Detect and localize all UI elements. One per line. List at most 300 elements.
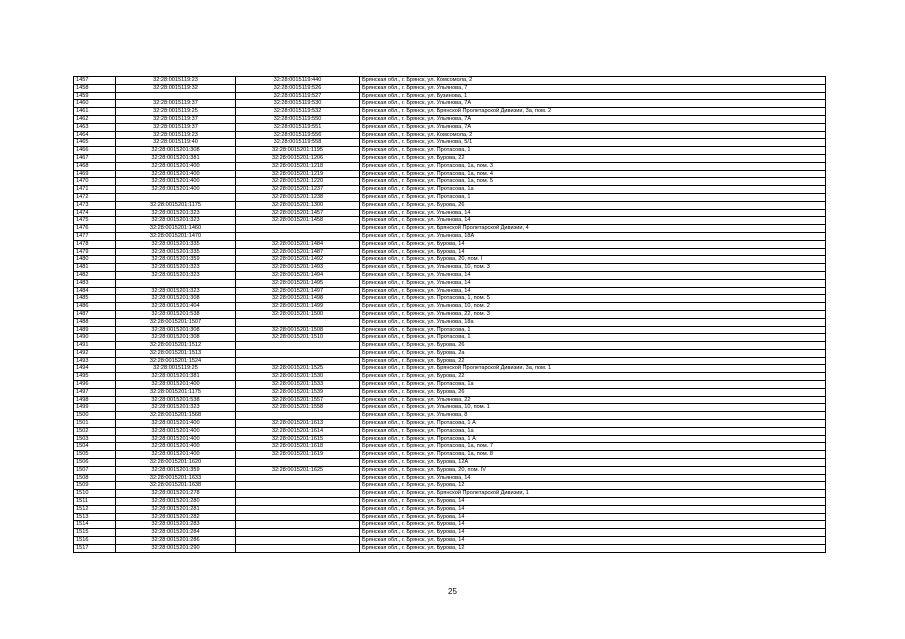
address-cell: Брянская обл., г. Брянск, ул. Протасова, 1а, пом. 3	[360, 162, 826, 170]
row-number-cell: 1517	[74, 544, 116, 552]
address-cell: Брянская обл., г. Брянск, ул. Ульянова, 10, пом. 2	[360, 303, 826, 311]
address-cell: Брянская обл., г. Брянск, ул. Протасова, 1а, пом. 7	[360, 443, 826, 451]
parcel-number-cell: 32:28:0015201:381	[116, 154, 236, 162]
row-number-cell: 1496	[74, 381, 116, 389]
row-number-cell: 1505	[74, 451, 116, 459]
object-number-cell: 32:28:0015119:526	[236, 84, 360, 92]
object-number-cell: 32:28:0015201:1533	[236, 381, 360, 389]
object-number-cell	[236, 459, 360, 467]
table-row	[74, 466, 826, 474]
object-number-cell: 32:28:0015201:1498	[236, 295, 360, 303]
row-number-cell: 1503	[74, 435, 116, 443]
parcel-number-cell: 32:28:0015119:25	[116, 365, 236, 373]
object-number-cell: 32:28:0015201:1495	[236, 279, 360, 287]
parcel-number-cell: 32:28:0015201:282	[116, 513, 236, 521]
object-number-cell	[236, 498, 360, 506]
row-number-cell: 1489	[74, 326, 116, 334]
table-row	[74, 186, 826, 194]
object-number-cell: 32:28:0015201:1206	[236, 154, 360, 162]
address-cell: Брянская обл., г. Брянск, ул. Бурова, 22	[360, 154, 826, 162]
table-row	[74, 388, 826, 396]
object-number-cell: 32:28:0015201:1497	[236, 287, 360, 295]
row-number-cell: 1502	[74, 427, 116, 435]
object-number-cell: 32:28:0015119:551	[236, 123, 360, 131]
object-number-cell: 32:28:0015119:530	[236, 100, 360, 108]
parcel-number-cell: 32:28:0015201:323	[116, 287, 236, 295]
parcel-number-cell: 32:28:0015201:538	[116, 310, 236, 318]
row-number-cell: 1464	[74, 131, 116, 139]
parcel-number-cell: 32:28:0015119:37	[116, 123, 236, 131]
table-row	[74, 193, 826, 201]
parcel-number-cell: 32:28:0015201:400	[116, 178, 236, 186]
address-cell: Брянская обл., г. Брянск, ул. Брянской Пролетарской Дивизии, 1	[360, 490, 826, 498]
row-number-cell: 1495	[74, 373, 116, 381]
table-row	[74, 505, 826, 513]
row-number-cell: 1482	[74, 271, 116, 279]
parcel-number-cell: 32:28:0015201:1507	[116, 318, 236, 326]
address-cell: Брянская обл., г. Брянск, ул. Ульянова, 18А	[360, 232, 826, 240]
table-row	[74, 232, 826, 240]
object-number-cell	[236, 521, 360, 529]
table-row	[74, 513, 826, 521]
parcel-number-cell: 32:28:0015201:538	[116, 396, 236, 404]
parcel-number-cell: 32:28:0015201:400	[116, 427, 236, 435]
object-number-cell: 32:28:0015201:1218	[236, 162, 360, 170]
table-row	[74, 334, 826, 342]
row-number-cell: 1509	[74, 482, 116, 490]
row-number-cell: 1463	[74, 123, 116, 131]
object-number-cell: 32:28:0015201:1530	[236, 373, 360, 381]
address-cell: Брянская обл., г. Брянск, ул. Ульянова, 14	[360, 209, 826, 217]
object-number-cell: 32:28:0015201:1499	[236, 303, 360, 311]
object-number-cell: 32:28:0015201:1558	[236, 404, 360, 412]
row-number-cell: 1513	[74, 513, 116, 521]
table-row	[74, 100, 826, 108]
table-row	[74, 287, 826, 295]
parcel-number-cell: 32:28:0015119:32	[116, 84, 236, 92]
parcel-number-cell: 32:28:0015201:1633	[116, 474, 236, 482]
object-number-cell: 32:28:0015119:532	[236, 108, 360, 116]
address-cell: Брянская обл., г. Брянск, ул. Бурова, 14	[360, 240, 826, 248]
table-row	[74, 256, 826, 264]
address-cell: Брянская обл., г. Брянск, ул. Ульянова, 10, пом. 3	[360, 264, 826, 272]
address-cell: Брянская обл., г. Брянск, ул. Протасова, 1	[360, 147, 826, 155]
object-number-cell: 32:28:0015201:1613	[236, 420, 360, 428]
row-number-cell: 1479	[74, 248, 116, 256]
table-row	[74, 427, 826, 435]
table-row	[74, 303, 826, 311]
object-number-cell	[236, 474, 360, 482]
row-number-cell: 1460	[74, 100, 116, 108]
address-cell: Брянская обл., г. Брянск, ул. Ульянова, 22	[360, 396, 826, 404]
table-row	[74, 326, 826, 334]
address-cell: Брянская обл., г. Брянск, ул. Ульянова, 10, пом. 1	[360, 404, 826, 412]
object-number-cell: 32:28:0015201:1238	[236, 193, 360, 201]
address-cell: Брянская обл., г. Брянск, ул. Ульянова, 14	[360, 279, 826, 287]
table-row	[74, 381, 826, 389]
row-number-cell: 1494	[74, 365, 116, 373]
table-row	[74, 420, 826, 428]
address-cell: Брянская обл., г. Брянск, ул. Бурова, 14	[360, 529, 826, 537]
parcel-number-cell: 32:28:0015201:278	[116, 490, 236, 498]
table-row	[74, 435, 826, 443]
address-cell: Брянская обл., г. Брянск, ул. Бурова, 12	[360, 482, 826, 490]
row-number-cell: 1511	[74, 498, 116, 506]
row-number-cell: 1492	[74, 349, 116, 357]
table-row	[74, 139, 826, 147]
row-number-cell: 1506	[74, 459, 116, 467]
address-cell: Брянская обл., г. Брянск, ул. Бурова, 14	[360, 248, 826, 256]
object-number-cell: 32:28:0015119:440	[236, 77, 360, 85]
address-cell: Брянская обл., г. Брянск, ул. Бурова, 26	[360, 342, 826, 350]
row-number-cell: 1507	[74, 466, 116, 474]
address-cell: Брянская обл., г. Брянск, ул. Комсомола, 2	[360, 131, 826, 139]
table-row	[74, 529, 826, 537]
object-number-cell: 32:28:0015119:556	[236, 131, 360, 139]
parcel-number-cell: 32:28:0015119:23	[116, 77, 236, 85]
address-cell: Брянская обл., г. Брянск, ул. Бурова, 20, пом. I	[360, 256, 826, 264]
parcel-number-cell: 32:28:0015201:323	[116, 209, 236, 217]
table-row	[74, 490, 826, 498]
table-row	[74, 170, 826, 178]
row-number-cell: 1467	[74, 154, 116, 162]
table-row	[74, 349, 826, 357]
parcel-number-cell: 32:28:0015201:400	[116, 420, 236, 428]
parcel-number-cell: 32:28:0015201:335	[116, 240, 236, 248]
row-number-cell: 1457	[74, 77, 116, 85]
address-cell: Брянская обл., г. Брянск, ул. Бурова, 2а	[360, 349, 826, 357]
address-cell: Брянская обл., г. Брянск, ул. Брянской Пролетарской Дивизии, 4	[360, 225, 826, 233]
object-number-cell	[236, 318, 360, 326]
object-number-cell: 32:28:0015119:558	[236, 139, 360, 147]
row-number-cell: 1470	[74, 178, 116, 186]
parcel-number-cell: 32:28:0015201:404	[116, 303, 236, 311]
parcel-number-cell: 32:28:0015201:359	[116, 466, 236, 474]
address-cell: Брянская обл., г. Брянск, ул. Бурова, 14	[360, 513, 826, 521]
row-number-cell: 1461	[74, 108, 116, 116]
row-number-cell: 1468	[74, 162, 116, 170]
address-cell: Брянская обл., г. Брянск, ул. Протасова, 1 А	[360, 420, 826, 428]
table-row	[74, 443, 826, 451]
table-row	[74, 217, 826, 225]
address-cell: Брянская обл., г. Брянск, ул. Ульянова, 7А	[360, 115, 826, 123]
row-number-cell: 1469	[74, 170, 116, 178]
address-cell: Брянская обл., г. Брянск, ул. Протасова, 1	[360, 193, 826, 201]
parcel-number-cell: 32:28:0015201:400	[116, 443, 236, 451]
address-cell: Брянская обл., г. Брянск, ул. Бурова, 14	[360, 505, 826, 513]
parcel-number-cell	[116, 92, 236, 100]
address-cell: Брянская обл., г. Брянск, ул. Протасова, 1, пом. 5	[360, 295, 826, 303]
parcel-number-cell: 32:28:0015201:308	[116, 295, 236, 303]
object-number-cell	[236, 513, 360, 521]
object-number-cell	[236, 225, 360, 233]
object-number-cell	[236, 232, 360, 240]
address-cell: Брянская обл., г. Брянск, ул. Протасова, 1а, пом. 4	[360, 170, 826, 178]
address-cell: Брянская обл., г. Брянск, ул. Протасова, 1	[360, 334, 826, 342]
address-cell: Брянская обл., г. Брянск, ул. Бурова, 14	[360, 521, 826, 529]
address-cell: Брянская обл., г. Брянск, ул. Ульянова, 14	[360, 287, 826, 295]
row-number-cell: 1484	[74, 287, 116, 295]
row-number-cell: 1481	[74, 264, 116, 272]
parcel-number-cell: 32:28:0015201:284	[116, 529, 236, 537]
object-number-cell	[236, 529, 360, 537]
address-cell: Брянская обл., г. Брянск, ул. Протасова, 1а	[360, 427, 826, 435]
table-row	[74, 474, 826, 482]
address-cell: Брянская обл., г. Брянск, ул. Бурова, 12А	[360, 459, 826, 467]
object-number-cell	[236, 412, 360, 420]
parcel-number-cell: 32:28:0015201:335	[116, 248, 236, 256]
parcel-number-cell: 32:28:0015201:359	[116, 256, 236, 264]
parcel-number-cell: 32:28:0015201:1460	[116, 225, 236, 233]
address-cell: Брянская обл., г. Брянск, ул. Бузинова, 1	[360, 92, 826, 100]
row-number-cell: 1491	[74, 342, 116, 350]
table-row	[74, 482, 826, 490]
row-number-cell: 1471	[74, 186, 116, 194]
address-cell: Брянская обл., г. Брянск, ул. Бурова, 14	[360, 498, 826, 506]
row-number-cell: 1480	[74, 256, 116, 264]
row-number-cell: 1458	[74, 84, 116, 92]
row-number-cell: 1477	[74, 232, 116, 240]
parcel-number-cell: 32:28:0015201:323	[116, 264, 236, 272]
table-row	[74, 154, 826, 162]
object-number-cell: 32:28:0015201:1237	[236, 186, 360, 194]
object-number-cell: 32:28:0015201:1508	[236, 326, 360, 334]
table-row	[74, 209, 826, 217]
object-number-cell: 32:28:0015119:527	[236, 92, 360, 100]
address-cell: Брянская обл., г. Брянск, ул. Ульянова, 8	[360, 412, 826, 420]
object-number-cell: 32:28:0015201:1458	[236, 217, 360, 225]
table-row	[74, 498, 826, 506]
row-number-cell: 1488	[74, 318, 116, 326]
table-row	[74, 248, 826, 256]
row-number-cell: 1459	[74, 92, 116, 100]
table-row	[74, 147, 826, 155]
table-row	[74, 178, 826, 186]
row-number-cell: 1486	[74, 303, 116, 311]
parcel-number-cell: 32:28:0015119:23	[116, 131, 236, 139]
address-cell: Брянская обл., г. Брянск, ул. Бурова, 22	[360, 373, 826, 381]
table-row	[74, 342, 826, 350]
parcel-number-cell: 32:28:0015119:37	[116, 115, 236, 123]
parcel-number-cell: 32:28:0015201:323	[116, 404, 236, 412]
table-row	[74, 264, 826, 272]
address-cell: Брянская обл., г. Брянск, ул. Протасова, 1	[360, 326, 826, 334]
row-number-cell: 1478	[74, 240, 116, 248]
object-number-cell	[236, 490, 360, 498]
parcel-number-cell: 32:28:0015201:381	[116, 373, 236, 381]
parcel-number-cell: 32:28:0015201:1524	[116, 357, 236, 365]
address-cell: Брянская обл., г. Брянск, ул. Бурова, 26	[360, 388, 826, 396]
row-number-cell: 1483	[74, 279, 116, 287]
object-number-cell: 32:28:0015201:1557	[236, 396, 360, 404]
address-cell: Брянская обл., г. Брянск, ул. Ульянова, 18а	[360, 318, 826, 326]
parcel-number-cell: 32:28:0015201:1175	[116, 201, 236, 209]
parcel-number-cell: 32:28:0015201:400	[116, 170, 236, 178]
table-row	[74, 365, 826, 373]
table-row	[74, 521, 826, 529]
parcel-number-cell: 32:28:0015201:1175	[116, 388, 236, 396]
parcel-number-cell: 32:28:0015201:286	[116, 537, 236, 545]
table-row	[74, 271, 826, 279]
parcel-number-cell: 32:28:0015201:281	[116, 505, 236, 513]
object-number-cell: 32:28:0015201:1219	[236, 170, 360, 178]
address-cell: Брянская обл., г. Брянск, ул. Бурова, 22	[360, 357, 826, 365]
address-cell: Брянская обл., г. Брянск, ул. Брянской Пролетарской Дивизии, 3а, пом. 2	[360, 108, 826, 116]
table-row	[74, 123, 826, 131]
parcel-number-cell: 32:28:0015201:1620	[116, 459, 236, 467]
row-number-cell: 1514	[74, 521, 116, 529]
parcel-number-cell: 32:28:0015201:400	[116, 381, 236, 389]
table-row	[74, 77, 826, 85]
address-cell: Брянская обл., г. Брянск, ул. Ульянова, 5/1	[360, 139, 826, 147]
object-number-cell: 32:28:0015201:1457	[236, 209, 360, 217]
table-row	[74, 295, 826, 303]
parcel-number-cell: 32:28:0015119:37	[116, 100, 236, 108]
table-row	[74, 537, 826, 545]
address-cell: Брянская обл., г. Брянск, ул. Протасова, 1а	[360, 381, 826, 389]
table-row	[74, 108, 826, 116]
parcel-number-cell: 32:28:0015201:1638	[116, 482, 236, 490]
object-number-cell: 32:28:0015201:1195	[236, 147, 360, 155]
object-number-cell	[236, 342, 360, 350]
row-number-cell: 1493	[74, 357, 116, 365]
address-cell: Брянская обл., г. Брянск, ул. Ульянова, 22, пом. 3	[360, 310, 826, 318]
object-number-cell: 32:28:0015201:1484	[236, 240, 360, 248]
row-number-cell: 1508	[74, 474, 116, 482]
parcel-number-cell: 32:28:0015201:290	[116, 544, 236, 552]
row-number-cell: 1485	[74, 295, 116, 303]
object-number-cell	[236, 357, 360, 365]
row-number-cell: 1501	[74, 420, 116, 428]
address-cell: Брянская обл., г. Брянск, ул. Протасова, 1а, пом. 8	[360, 451, 826, 459]
table-row	[74, 240, 826, 248]
parcel-number-cell: 32:28:0015201:400	[116, 186, 236, 194]
table-row	[74, 357, 826, 365]
object-number-cell: 32:28:0015201:1625	[236, 466, 360, 474]
table-row	[74, 544, 826, 552]
object-number-cell	[236, 537, 360, 545]
parcel-number-cell	[116, 193, 236, 201]
row-number-cell: 1465	[74, 139, 116, 147]
address-cell: Брянская обл., г. Брянск, ул. Бурова, 20, пом. IV	[360, 466, 826, 474]
address-cell: Брянская обл., г. Брянск, ул. Комсомола, 2	[360, 77, 826, 85]
parcel-number-cell	[116, 279, 236, 287]
row-number-cell: 1472	[74, 193, 116, 201]
table-row	[74, 225, 826, 233]
object-number-cell: 32:28:0015201:1487	[236, 248, 360, 256]
page-number: 25	[448, 587, 457, 596]
table-row	[74, 162, 826, 170]
row-number-cell: 1515	[74, 529, 116, 537]
row-number-cell: 1487	[74, 310, 116, 318]
row-number-cell: 1510	[74, 490, 116, 498]
object-number-cell: 32:28:0015201:1492	[236, 256, 360, 264]
parcel-number-cell: 32:28:0015201:323	[116, 217, 236, 225]
table-row	[74, 412, 826, 420]
parcel-number-cell: 32:28:0015201:400	[116, 435, 236, 443]
parcel-number-cell: 32:28:0015201:1512	[116, 342, 236, 350]
parcel-number-cell: 32:28:0015201:1513	[116, 349, 236, 357]
table-row	[74, 115, 826, 123]
table-row	[74, 310, 826, 318]
row-number-cell: 1497	[74, 388, 116, 396]
row-number-cell: 1473	[74, 201, 116, 209]
parcel-number-cell: 32:28:0015201:308	[116, 334, 236, 342]
object-number-cell	[236, 482, 360, 490]
object-number-cell: 32:28:0015201:1619	[236, 451, 360, 459]
table-row	[74, 84, 826, 92]
parcel-number-cell: 32:28:0015201:283	[116, 521, 236, 529]
table-row	[74, 459, 826, 467]
object-number-cell: 32:28:0015201:1220	[236, 178, 360, 186]
parcel-number-cell: 32:28:0015119:40	[116, 139, 236, 147]
table-row	[74, 396, 826, 404]
object-number-cell: 32:28:0015201:1615	[236, 435, 360, 443]
row-number-cell: 1474	[74, 209, 116, 217]
address-cell: Брянская обл., г. Брянск, ул. Протасова, 1 А	[360, 435, 826, 443]
table-row	[74, 92, 826, 100]
table-row	[74, 404, 826, 412]
row-number-cell: 1504	[74, 443, 116, 451]
address-cell: Брянская обл., г. Брянск, ул. Бурова, 14	[360, 537, 826, 545]
parcel-number-cell: 32:28:0015201:400	[116, 451, 236, 459]
object-number-cell: 32:28:0015201:1493	[236, 264, 360, 272]
row-number-cell: 1466	[74, 147, 116, 155]
parcel-number-cell: 32:28:0015201:308	[116, 147, 236, 155]
table-row	[74, 201, 826, 209]
parcel-number-cell: 32:28:0015201:1470	[116, 232, 236, 240]
row-number-cell: 1516	[74, 537, 116, 545]
table-row	[74, 131, 826, 139]
object-number-cell	[236, 505, 360, 513]
address-cell: Брянская обл., г. Брянск, ул. Протасова, 1а	[360, 186, 826, 194]
address-cell: Брянская обл., г. Брянск, ул. Бурова, 26	[360, 201, 826, 209]
object-number-cell: 32:28:0015201:1539	[236, 388, 360, 396]
address-cell: Брянская обл., г. Брянск, ул. Ульянова, 7А	[360, 100, 826, 108]
table-row	[74, 318, 826, 326]
object-number-cell: 32:28:0015201:1525	[236, 365, 360, 373]
row-number-cell: 1499	[74, 404, 116, 412]
address-cell: Брянская обл., г. Брянск, ул. Бурова, 12	[360, 544, 826, 552]
object-number-cell: 32:28:0015119:550	[236, 115, 360, 123]
object-number-cell: 32:28:0015201:1614	[236, 427, 360, 435]
address-cell: Брянская обл., г. Брянск, ул. Ульянова, 14	[360, 474, 826, 482]
object-number-cell	[236, 544, 360, 552]
parcel-number-cell: 32:28:0015201:308	[116, 326, 236, 334]
address-cell: Брянская обл., г. Брянск, ул. Ульянова, 14	[360, 271, 826, 279]
table-body	[74, 77, 826, 553]
row-number-cell: 1462	[74, 115, 116, 123]
object-number-cell: 32:28:0015201:1500	[236, 310, 360, 318]
row-number-cell: 1500	[74, 412, 116, 420]
row-number-cell: 1498	[74, 396, 116, 404]
table-row	[74, 373, 826, 381]
object-number-cell: 32:28:0015201:1494	[236, 271, 360, 279]
parcel-number-cell: 32:28:0015119:25	[116, 108, 236, 116]
object-number-cell	[236, 349, 360, 357]
address-cell: Брянская обл., г. Брянск, ул. Ульянова, 14	[360, 217, 826, 225]
address-cell: Брянская обл., г. Брянск, ул. Брянской Пролетарской Дивизии, 3а, пом. 1	[360, 365, 826, 373]
object-number-cell: 32:28:0015201:1300	[236, 201, 360, 209]
row-number-cell: 1512	[74, 505, 116, 513]
parcel-number-cell: 32:28:0015201:400	[116, 162, 236, 170]
address-cell: Брянская обл., г. Брянск, ул. Ульянова, 7А	[360, 123, 826, 131]
cadastral-table	[73, 76, 826, 553]
parcel-number-cell: 32:28:0015201:1568	[116, 412, 236, 420]
row-number-cell: 1475	[74, 217, 116, 225]
parcel-number-cell: 32:28:0015201:323	[116, 271, 236, 279]
row-number-cell: 1476	[74, 225, 116, 233]
